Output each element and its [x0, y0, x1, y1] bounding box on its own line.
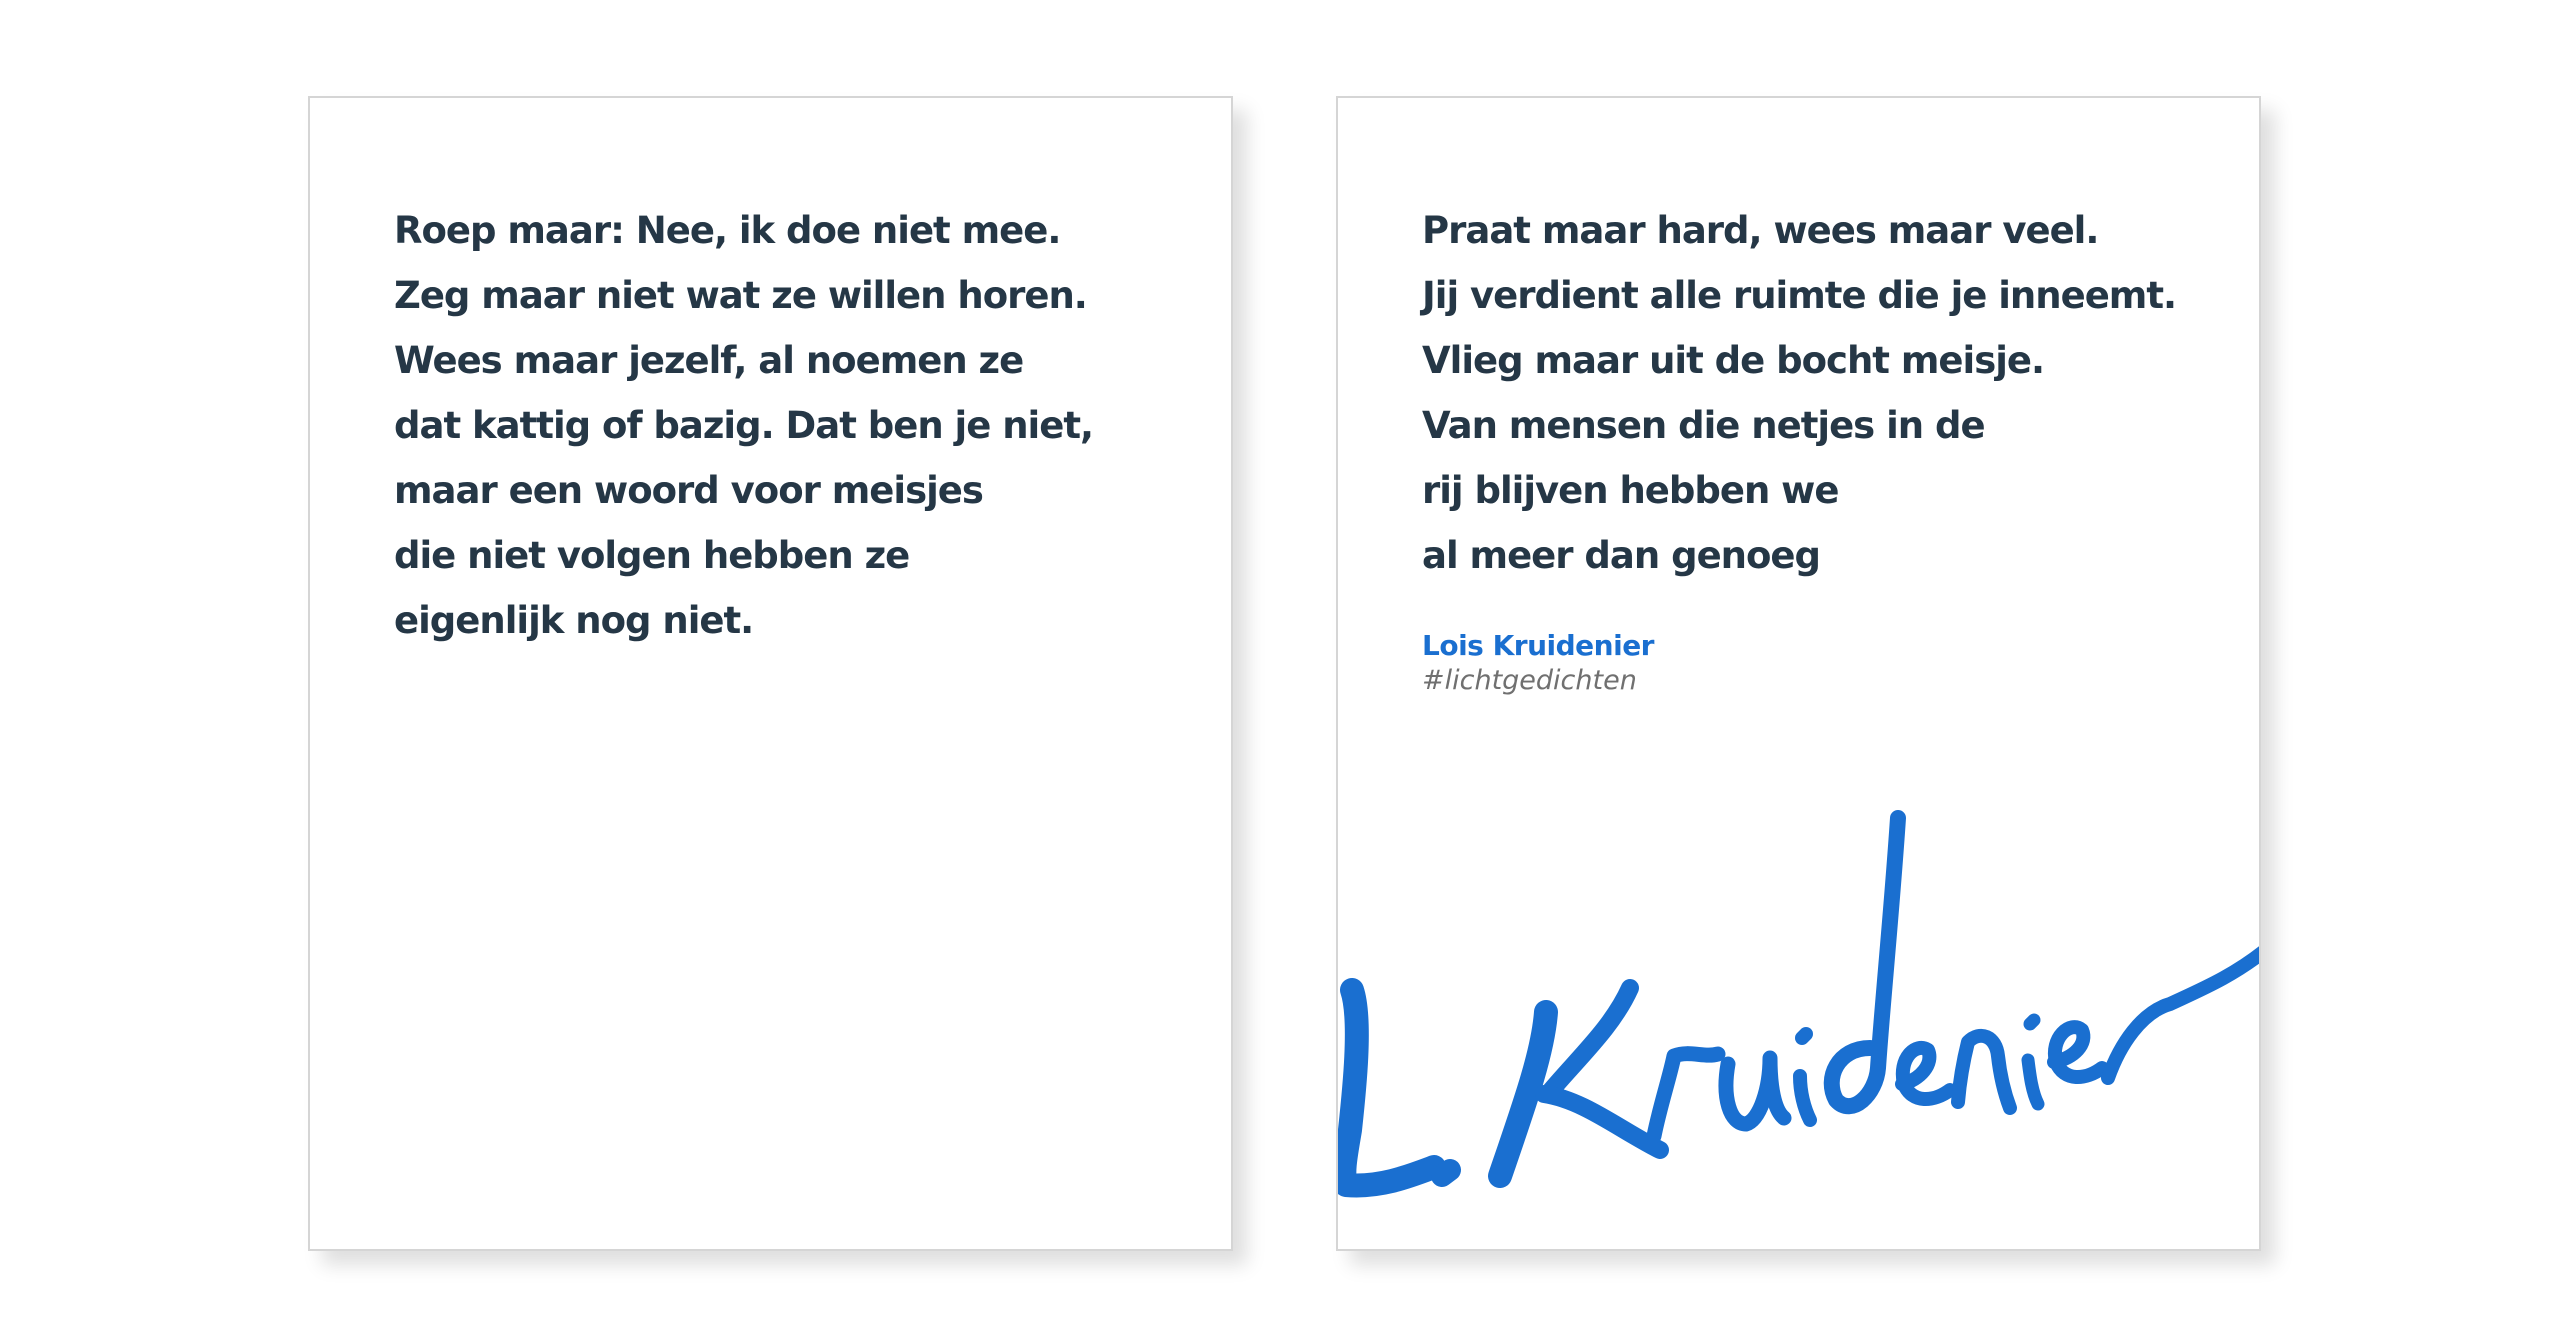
poem-text: [394, 198, 1093, 653]
poem-line: dat kattig of bazig. Dat ben je niet,: [394, 404, 1094, 447]
poem-line: Wees maar jezelf, al noemen ze: [394, 339, 1024, 382]
poem-author: Lois Kruidenier: [1422, 629, 1654, 662]
poem-line: maar een woord voor meisjes: [394, 469, 983, 512]
poem-line: Jij verdient alle ruimte die je inneemt.: [1422, 274, 2177, 317]
poem-line: al meer dan genoeg: [1422, 534, 1820, 577]
poem-line: die niet volgen hebben ze: [394, 534, 910, 577]
poem-line: rij blijven hebben we: [1422, 469, 1839, 512]
poem-line: eigenlijk nog niet.: [394, 599, 754, 642]
poem-line: Zeg maar niet wat ze willen horen.: [394, 274, 1087, 317]
poem-card-right: [1336, 96, 2261, 1251]
signature-logo: [1338, 758, 2261, 1218]
poem-line: Roep maar: Nee, ik doe niet mee.: [394, 209, 1061, 252]
poem-line: Vlieg maar uit de bocht meisje.: [1422, 339, 2045, 382]
poem-line: Van mensen die netjes in de: [1422, 404, 1985, 447]
poem-card-left: [308, 96, 1233, 1251]
poem-line: Praat maar hard, wees maar veel.: [1422, 209, 2099, 252]
poem-text: [1422, 198, 2176, 588]
poem-hashtag: #lichtgedichten: [1422, 665, 1637, 696]
